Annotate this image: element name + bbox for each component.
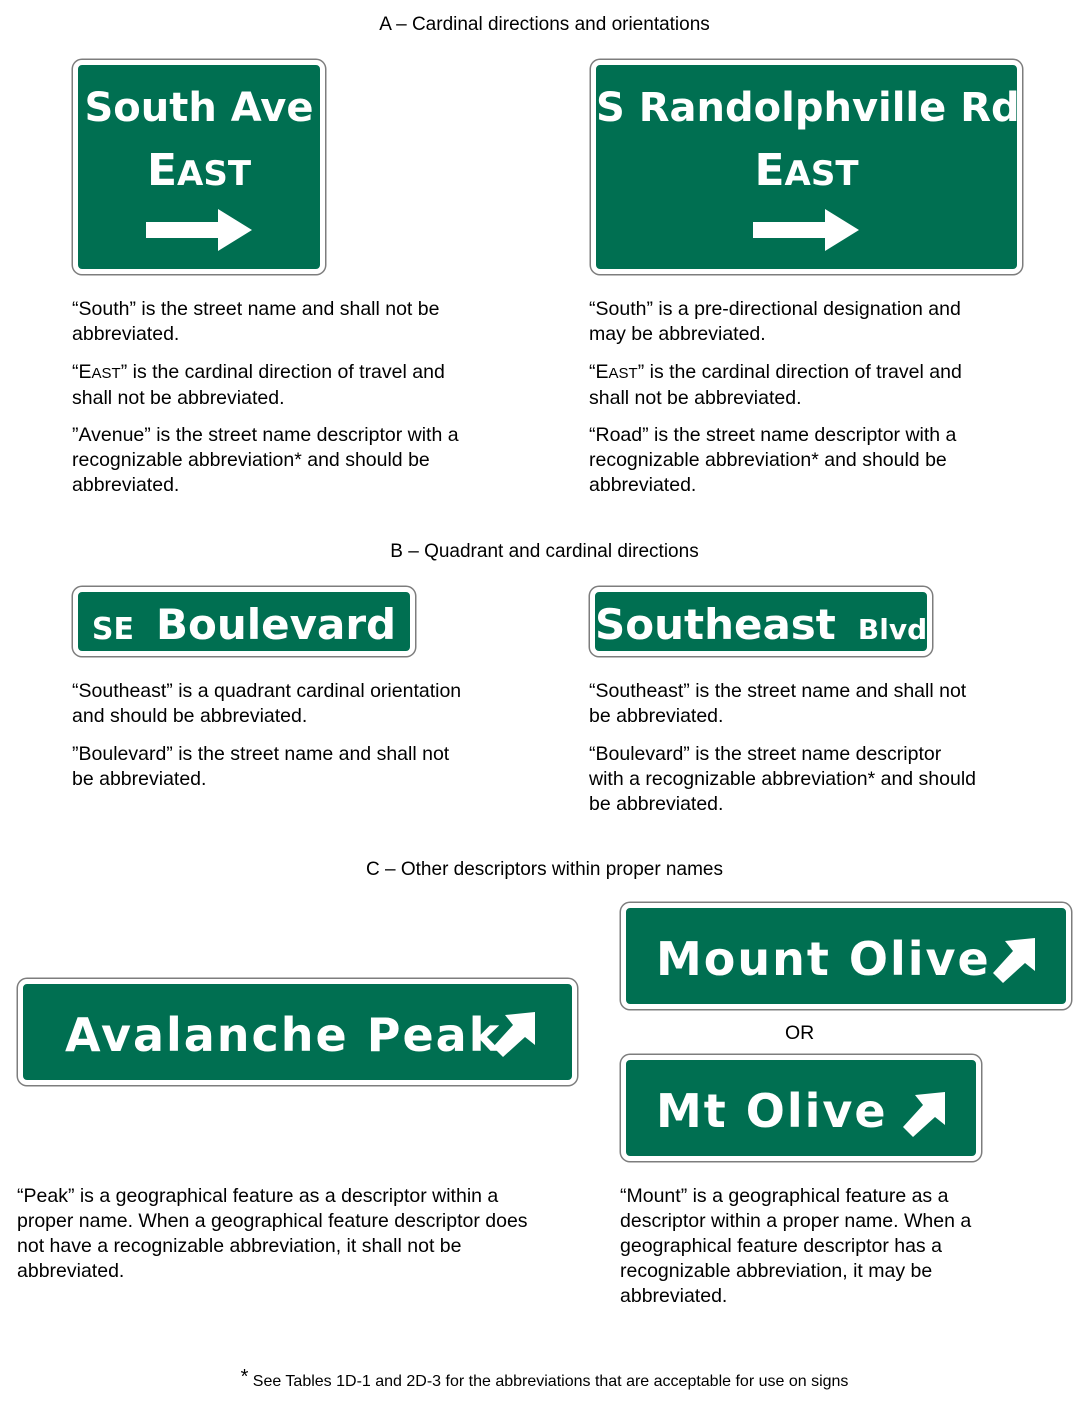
arrow-up-right-icon [901, 1089, 951, 1139]
note-a2-road: “Road” is the street name descriptor with a recognizable abbreviation* and should be abbreviated. [589, 424, 957, 496]
arrow-up-right-icon [991, 935, 1041, 985]
sign-line-destination: Mount Olive [656, 932, 991, 986]
arrow-up-right-icon [491, 1009, 541, 1059]
sign-avalanche-peak [18, 979, 577, 1085]
sign-line-street: SE Boulevard [91, 600, 397, 649]
sign-line-destination: Avalanche Peak [65, 1008, 502, 1062]
sign-south-ave-east [73, 60, 325, 274]
note-b2-boulevard: “Boulevard” is the street name descriptor with a recognizable abbreviation* and should be abbreviated. [589, 743, 977, 815]
sign-line-street: S Randolphville Rd [596, 85, 1020, 131]
sign-mt-olive [621, 1055, 981, 1161]
note-a1-avenue: ”Avenue” is the street name descriptor with a recognizable abbreviation* and should be abbreviated. [72, 424, 459, 496]
section-b-heading: B – Quadrant and cardinal directions [390, 541, 699, 562]
sign-mount-olive [621, 903, 1071, 1009]
note-c2-mount: “Mount” is a geographical feature as a descriptor within a proper name. When a geographical feature descriptor has a recognizable abbreviation, it may be abbreviated. [620, 1185, 972, 1307]
note-a1-east: “EAST” is the cardinal direction of travel and shall not be abbreviated. [72, 361, 445, 409]
sign-s-randolphville-rd-east [591, 60, 1022, 274]
sign-line-destination: Mt Olive [656, 1084, 888, 1138]
or-label: OR [785, 1022, 815, 1044]
sign-line-direction: EAST [146, 145, 252, 196]
sign-line-street: Southeast Blvd [595, 600, 928, 649]
arrow-right-icon [146, 207, 256, 253]
arrow-right-icon [753, 207, 863, 253]
note-a1-south: “South” is the street name and shall not be abbreviated. [72, 298, 440, 345]
note-b1-boulevard: ”Boulevard” is the street name and shall not be abbreviated. [72, 743, 450, 790]
sign-southeast-blvd [590, 587, 932, 656]
section-c-heading: C – Other descriptors within proper names [366, 859, 723, 880]
footnote: * See Tables 1D-1 and 2D-3 for the abbreviations that are acceptable for use on signs [240, 1366, 849, 1390]
sign-se-boulevard [73, 587, 415, 656]
note-a2-south: “South” is a pre-directional designation and may be abbreviated. [589, 298, 961, 345]
note-b1-southeast: “Southeast” is a quadrant cardinal orientation and should be abbreviated. [72, 680, 462, 727]
note-c1-peak: “Peak” is a geographical feature as a descriptor within a proper name. When a geographical feature descriptor does not have a recognizable abbreviation, it shall not be abbreviated. [17, 1185, 528, 1282]
note-b2-southeast: “Southeast” is the street name and shall not be abbreviated. [589, 680, 967, 727]
note-a2-east: “EAST” is the cardinal direction of travel and shall not be abbreviated. [589, 361, 962, 409]
sign-line-direction: EAST [754, 145, 859, 196]
section-a-heading: A – Cardinal directions and orientations [379, 14, 710, 35]
sign-line-street: South Ave [84, 85, 314, 131]
